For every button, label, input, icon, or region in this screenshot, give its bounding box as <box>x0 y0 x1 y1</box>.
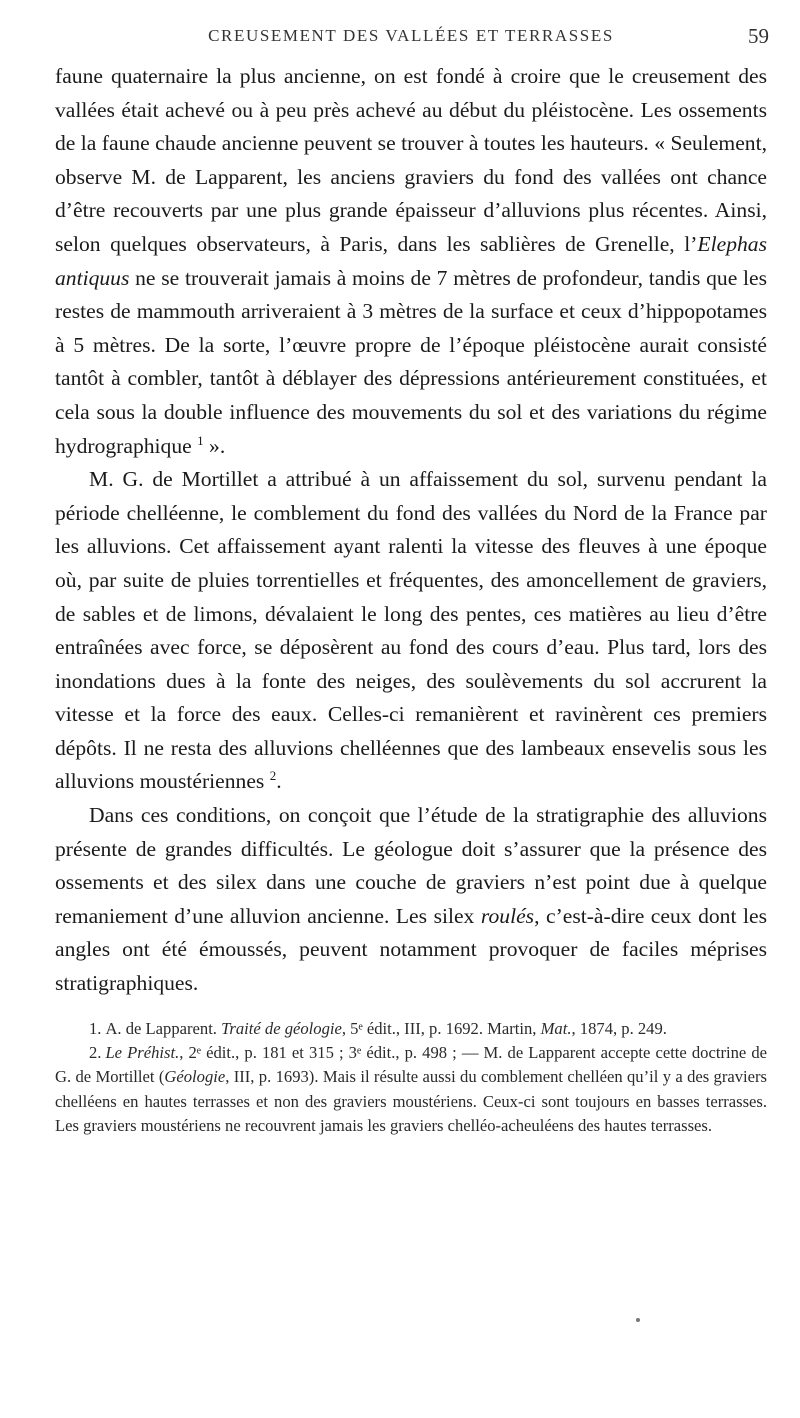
footnote-1-text-b: , 5ᵉ édit., III, p. 1692. Martin, <box>341 1018 541 1038</box>
footnote-1-text-a: A. de Lapparent. <box>105 1018 222 1038</box>
footnote-2-number: 2. <box>89 1043 102 1063</box>
footnotes <box>55 1017 767 1139</box>
running-head <box>55 18 767 58</box>
paragraph-3 <box>55 799 767 1001</box>
paragraph-3-text-b: , c’est-à-dire ceux dont les angles ont été émoussés, peuvent notamment provoquer de faciles méprises stratigraphiques. <box>55 903 767 996</box>
footnote-1-title: Traité de géologie <box>221 1018 342 1038</box>
footnote-ref-2: 2 <box>269 768 277 784</box>
footnote-1-number: 1. <box>89 1018 102 1038</box>
paragraph-1-text-c: ». <box>203 433 226 458</box>
footnote-2-text-a: , 2ᵉ édit., p. 181 et 315 ; 3ᵉ édit., p. 498 ; — M. de Lapparent accepte cette doctrine de G. de Mortillet ( <box>55 1043 767 1087</box>
footnote-1 <box>55 1017 767 1041</box>
paragraph-3-text-a: Dans ces conditions, on conçoit que l’étude de la stratigraphie des alluvions présente de grandes difficultés. Le géologue doit s’assurer que la présence des ossements et des silex dans une couche de graviers n’est point due à quelque remaniement d’une alluvion ancienne. Les silex <box>55 803 767 928</box>
page-number: 59 <box>748 24 769 48</box>
paragraph-2-text-a: M. G. de Mortillet a attribué à un affaissement du sol, survenu pendant la période chelléenne, le comblement du fond des vallées du Nord de la France par les alluvions. Cet affaissement ayant ralenti la vitesse des fleuves à une époque où, par suite de pluies torrentielles et fréquentes, des amoncellement de graviers, de sables et de limons, dévalaient le long des pentes, ces matières au lieu d’être entraînées avec force, se déposèrent au fond des cours d’eau. Plus tard, lors des inondations dues à la fonte des neiges, des soulèvements du sol accrurent la vitesse et la force des eaux. Celles-ci remanièrent et ravinèrent ces premiers dépôts. Il ne resta des alluvions chelléennes que des lambeaux ensevelis sous les alluvions moustériennes <box>55 467 767 794</box>
body-text <box>55 60 767 1001</box>
footnote-2 <box>55 1041 767 1139</box>
running-title: CREUSEMENT DES VALLÉES ET TERRASSES <box>208 26 614 45</box>
paragraph-1-text-b: ne se trouverait jamais à moins de 7 mètres de profondeur, tandis que les restes de mammouth arriveraient à 3 mètres de la surface et ceux d’hippopotames à 5 mètres. De la sorte, l’œuvre propre de l’époque pléistocène aurait consisté tantôt à combler, tantôt à déblayer des dépressions antérieurement constituées, et cela sous la double influence des mouvements du sol et des variations du régime hydrographique <box>55 265 767 458</box>
footnote-2-text-b: , III, p. 1693). Mais il résulte aussi du comblement chelléen qu’il y a des graviers chelléens en hautes terrasses et non des graviers moustériens. Ceux-ci sont toujours en basses terrasses. Les graviers moustériens ne recouvrent jamais les graviers chelléo-acheuléens des hautes terrasses. <box>55 1067 767 1136</box>
footnote-2-source: Géologie <box>164 1067 226 1087</box>
paragraph-2-text-c: . <box>276 769 282 794</box>
paragraph-2 <box>55 463 767 799</box>
paragraph-1 <box>55 60 767 463</box>
print-mark-dot <box>636 1318 640 1322</box>
paragraph-3-emphasis: roulés <box>480 903 535 928</box>
book-page <box>55 18 767 1139</box>
footnote-1-text-c: , 1874, p. 249. <box>571 1018 667 1038</box>
paragraph-1-text-a: faune quaternaire la plus ancienne, on est fondé à croire que le creusement des vallées était achevé ou à peu près achevé au début du pléistocène. Les ossements de la faune chaude ancienne peuvent se trouver à toutes les hauteurs. « Seulement, observe M. de Lapparent, les anciens graviers du fond des vallées ont chance d’être recouverts par une plus grande épaisseur d’alluvions plus récentes. Ainsi, selon quelques observateurs, à Paris, dans les sablières de Grenelle, <box>55 64 767 256</box>
paragraph-1-article: l’ <box>684 231 698 256</box>
footnote-ref-1: 1 <box>197 432 204 448</box>
footnote-2-title: Le Préhist. <box>105 1043 180 1063</box>
paragraph-1-species-name: Elephas antiquus <box>55 231 767 290</box>
footnote-1-source: Mat. <box>540 1018 572 1038</box>
